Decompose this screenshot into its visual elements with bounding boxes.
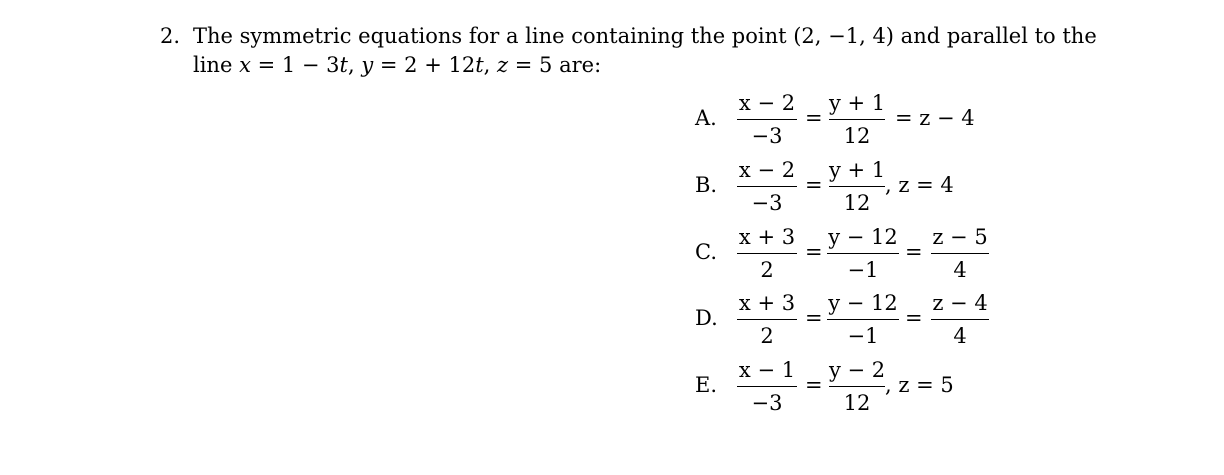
var-z: z bbox=[497, 53, 509, 77]
fraction-numerator: z − 5 bbox=[932, 225, 988, 249]
fraction-denominator: −1 bbox=[847, 324, 879, 348]
fraction-bar bbox=[931, 319, 989, 320]
fraction-x bbox=[737, 157, 797, 216]
equals-sign: = bbox=[805, 373, 823, 397]
fraction-bar bbox=[737, 119, 797, 120]
fraction-denominator: 12 bbox=[843, 191, 871, 215]
fraction-bar bbox=[827, 253, 899, 254]
var-x: x bbox=[239, 53, 251, 77]
fraction-bar bbox=[737, 186, 797, 187]
fraction-denominator: 12 bbox=[843, 124, 871, 148]
fraction-z bbox=[931, 224, 989, 283]
fraction-numerator: y − 12 bbox=[828, 225, 898, 249]
var-t-1: t bbox=[339, 53, 348, 77]
fraction-numerator: y − 12 bbox=[828, 291, 898, 315]
fraction-bar bbox=[827, 319, 899, 320]
fraction-bar bbox=[829, 119, 885, 120]
equals-sign: = bbox=[805, 240, 823, 264]
fraction-bar bbox=[737, 386, 797, 387]
fraction-numerator: y − 2 bbox=[829, 358, 886, 382]
fraction-numerator: y + 1 bbox=[829, 91, 886, 115]
fraction-y bbox=[827, 224, 899, 283]
fraction-bar bbox=[931, 253, 989, 254]
fraction-x bbox=[737, 90, 797, 149]
sep-1: , bbox=[347, 53, 362, 77]
fraction-y bbox=[829, 90, 885, 149]
fraction-numerator: x − 2 bbox=[738, 91, 796, 115]
fraction-y bbox=[827, 290, 899, 349]
equals-sign: = bbox=[905, 306, 923, 330]
question-word-line: line bbox=[193, 53, 240, 77]
fraction-numerator: y + 1 bbox=[829, 158, 886, 182]
choice-tail: , z = 5 bbox=[885, 373, 954, 397]
choice-label: D. bbox=[695, 306, 718, 330]
var-t-2: t bbox=[475, 53, 484, 77]
choice-e[interactable] bbox=[695, 357, 1015, 417]
eq-x: = 1 − 3 bbox=[250, 53, 340, 77]
equals-sign: = bbox=[805, 106, 823, 130]
fraction-x bbox=[737, 224, 797, 283]
fraction-numerator: x − 1 bbox=[738, 358, 796, 382]
choice-label: A. bbox=[695, 106, 717, 130]
equals-sign: = bbox=[905, 240, 923, 264]
fraction-denominator: −3 bbox=[751, 391, 783, 415]
choice-tail: = z − 4 bbox=[895, 106, 975, 130]
fraction-denominator: 2 bbox=[760, 258, 774, 282]
fraction-bar bbox=[737, 319, 797, 320]
choice-tail: , z = 4 bbox=[885, 173, 954, 197]
fraction-x bbox=[737, 357, 797, 416]
fraction-numerator: x + 3 bbox=[738, 291, 796, 315]
fraction-numerator: x + 3 bbox=[738, 225, 796, 249]
sep-2: , bbox=[483, 53, 498, 77]
equals-sign: = bbox=[805, 306, 823, 330]
fraction-x bbox=[737, 290, 797, 349]
fraction-y bbox=[829, 157, 885, 216]
fraction-denominator: 2 bbox=[760, 324, 774, 348]
equals-sign: = bbox=[805, 173, 823, 197]
choice-a[interactable] bbox=[695, 90, 1015, 150]
fraction-denominator: 12 bbox=[843, 391, 871, 415]
fraction-numerator: x − 2 bbox=[738, 158, 796, 182]
choice-c[interactable] bbox=[695, 224, 1015, 284]
fraction-bar bbox=[737, 253, 797, 254]
fraction-y bbox=[829, 357, 885, 416]
fraction-bar bbox=[829, 186, 885, 187]
fraction-denominator: 4 bbox=[953, 258, 967, 282]
eq-y: = 2 + 12 bbox=[373, 53, 476, 77]
fraction-denominator: 4 bbox=[953, 324, 967, 348]
fraction-denominator: −3 bbox=[751, 124, 783, 148]
question-text-line-2 bbox=[193, 51, 601, 80]
choice-label: C. bbox=[695, 240, 717, 264]
choice-label: B. bbox=[695, 173, 718, 197]
fraction-denominator: −1 bbox=[847, 258, 879, 282]
var-y: y bbox=[361, 53, 374, 77]
question-text-line-1: The symmetric equations for a line containing the point (2, −1, 4) and parallel to the bbox=[193, 24, 1097, 48]
question-number: 2. bbox=[160, 24, 181, 48]
choice-label: E. bbox=[695, 373, 718, 397]
fraction-denominator: −3 bbox=[751, 191, 783, 215]
fraction-z bbox=[931, 290, 989, 349]
eq-z: = 5 are: bbox=[508, 53, 602, 77]
choice-b[interactable] bbox=[695, 157, 1015, 217]
choice-d[interactable] bbox=[695, 290, 1015, 350]
fraction-bar bbox=[829, 386, 885, 387]
fraction-numerator: z − 4 bbox=[932, 291, 988, 315]
